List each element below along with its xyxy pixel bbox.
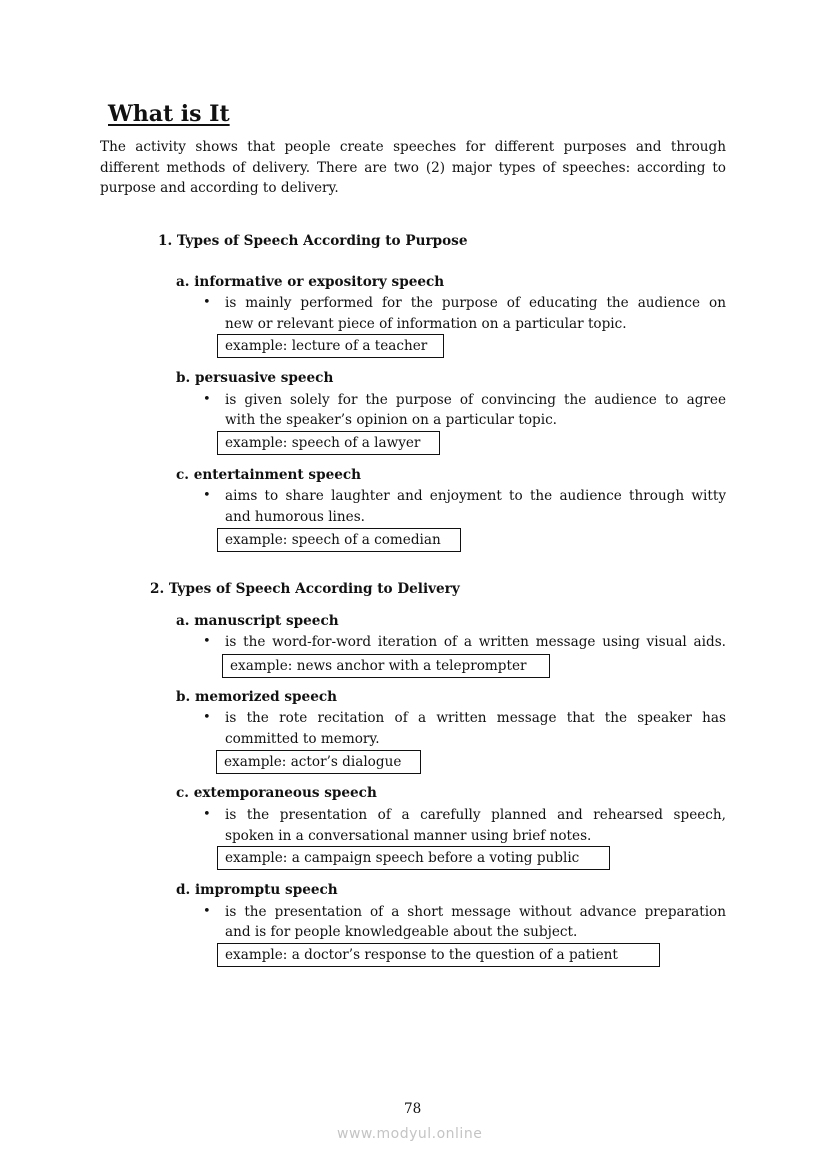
bullet-icon: • — [203, 295, 211, 310]
example-box: example: speech of a lawyer — [217, 431, 440, 455]
example-box: example: lecture of a teacher — [217, 334, 444, 358]
example-box: example: actor’s dialogue — [216, 750, 421, 774]
description-line: and humorous lines. — [225, 509, 365, 525]
bullet-icon: • — [203, 710, 211, 725]
description-line: new or relevant piece of information on a particular topic. — [225, 316, 627, 332]
example-box: example: news anchor with a teleprompter — [222, 654, 550, 678]
description-line: is the rote recitation of a written message that the speaker has — [225, 710, 726, 726]
speech-type-label: a. informative or expository speech — [176, 274, 445, 290]
bullet-icon: • — [203, 488, 211, 503]
example-box: example: a doctor’s response to the question of a patient — [217, 943, 660, 967]
section-heading: 1. Types of Speech According to Purpose — [158, 233, 468, 249]
description-line: and is for people knowledgeable about the subject. — [225, 924, 578, 940]
page-number: 78 — [404, 1101, 422, 1117]
speech-type-label: a. manuscript speech — [176, 613, 339, 629]
speech-type-label: c. entertainment speech — [176, 467, 362, 483]
bullet-icon: • — [203, 807, 211, 822]
description-line: is the word-for-word iteration of a written message using visual aids. — [225, 634, 726, 650]
speech-type-label: d. impromptu speech — [176, 882, 338, 898]
description-line: aims to share laughter and enjoyment to the audience through witty — [225, 488, 726, 504]
description-line: with the speaker’s opinion on a particular topic. — [225, 412, 557, 428]
watermark: www.modyul.online — [337, 1126, 483, 1142]
bullet-icon: • — [203, 392, 211, 407]
section-heading: 2. Types of Speech According to Delivery — [150, 581, 460, 597]
description-line: spoken in a conversational manner using brief notes. — [225, 828, 592, 844]
bullet-icon: • — [203, 904, 211, 919]
bullet-icon: • — [203, 634, 211, 649]
speech-type-label: c. extemporaneous speech — [176, 785, 377, 801]
intro-line: The activity shows that people create speeches for different purposes and through — [100, 139, 726, 155]
speech-type-label: b. persuasive speech — [176, 370, 334, 386]
intro-line: purpose and according to delivery. — [100, 180, 339, 196]
example-box: example: a campaign speech before a voting public — [217, 846, 610, 870]
description-line: is given solely for the purpose of convincing the audience to agree — [225, 392, 726, 408]
description-line: committed to memory. — [225, 731, 380, 747]
intro-line: different methods of delivery. There are two (2) major types of speeches: according to — [100, 160, 726, 176]
page-title: What is It — [108, 101, 230, 127]
description-line: is mainly performed for the purpose of educating the audience on — [225, 295, 726, 311]
description-line: is the presentation of a carefully planned and rehearsed speech, — [225, 807, 726, 823]
speech-type-label: b. memorized speech — [176, 689, 338, 705]
description-line: is the presentation of a short message without advance preparation — [225, 904, 726, 920]
example-box: example: speech of a comedian — [217, 528, 461, 552]
